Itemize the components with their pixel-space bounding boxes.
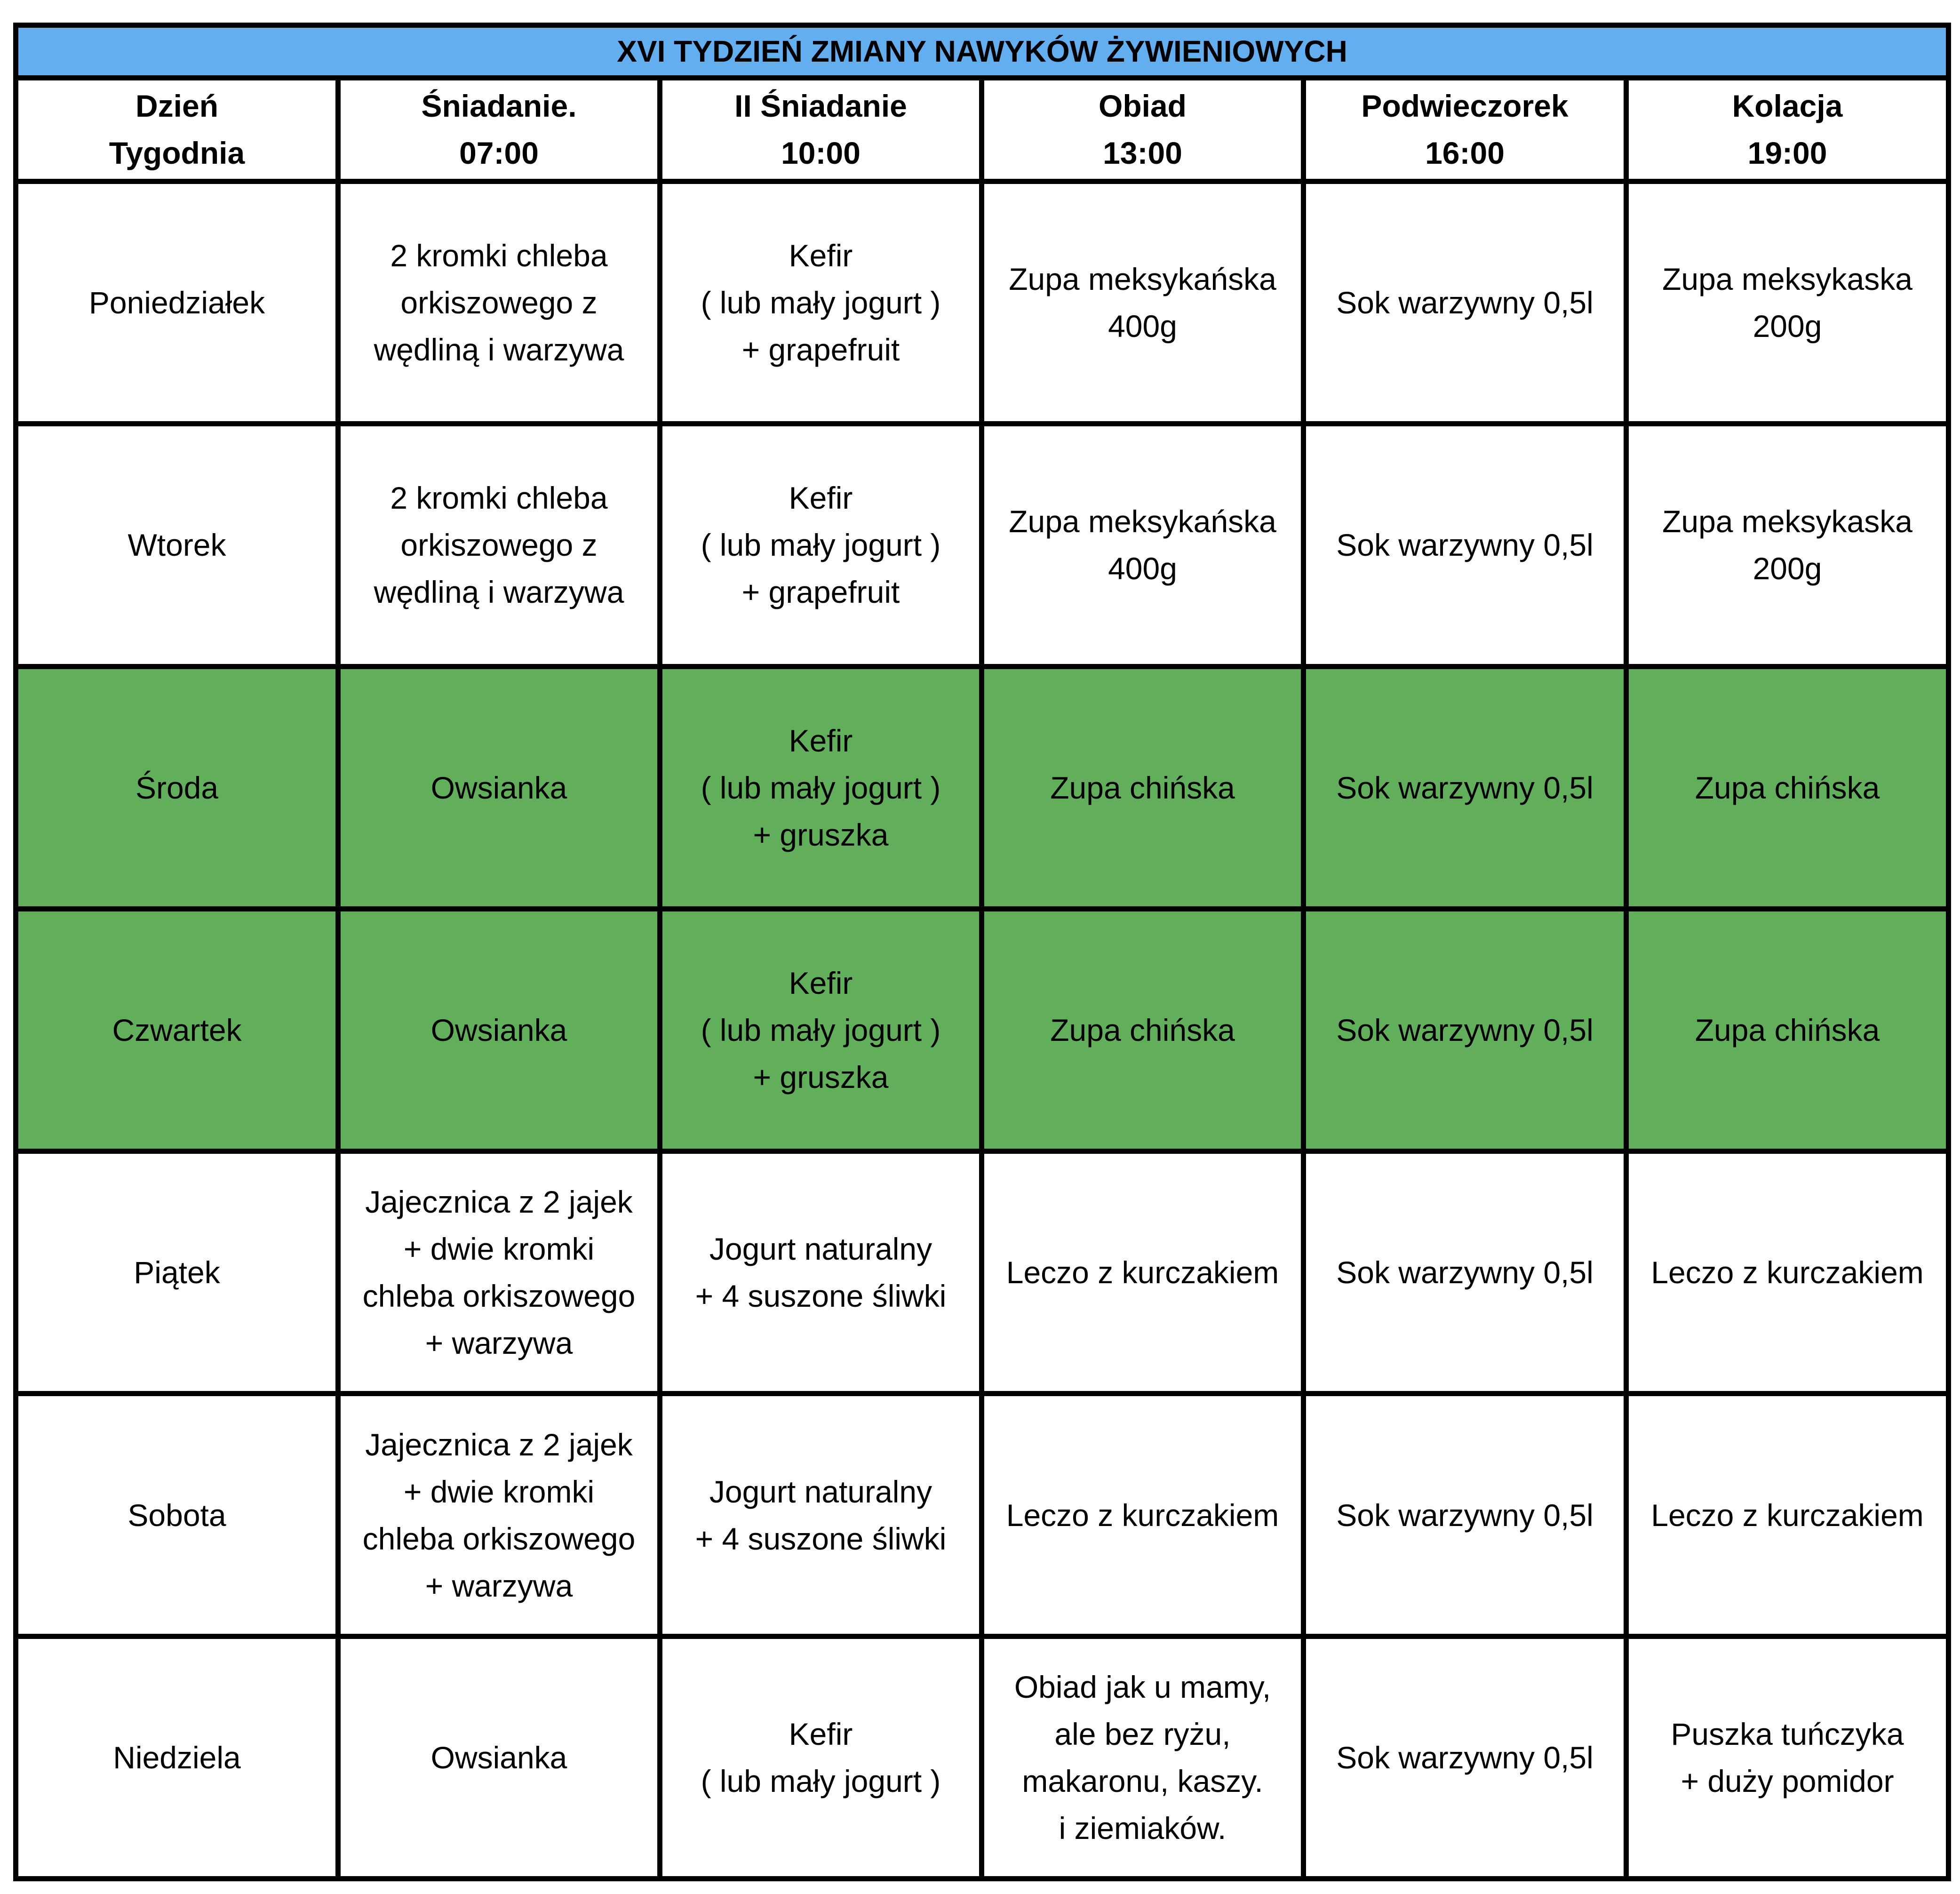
cell-line: Obiad jak u mamy, <box>1014 1669 1271 1704</box>
header-line: Śniadanie. <box>421 88 577 124</box>
cell-line: + gruszka <box>753 1059 889 1095</box>
meal-cell-breakfast <box>338 1151 660 1394</box>
meal-cell-lunch <box>982 909 1304 1151</box>
meal-cell-lunch <box>982 666 1304 909</box>
meal-cell-afternoon-snack <box>1304 1636 1626 1878</box>
meal-cell-lunch <box>982 1151 1304 1394</box>
cell-line: Sok warzywny 0,5l <box>1336 1255 1593 1290</box>
table-row <box>16 1394 1949 1636</box>
cell-line: 400g <box>1108 551 1177 586</box>
cell-line: ( lub mały jogurt ) <box>701 1012 941 1047</box>
meal-cell-breakfast <box>338 424 660 666</box>
day-name-cell <box>16 181 338 424</box>
cell-line: 2 kromki chleba <box>390 480 608 516</box>
cell-line: 2 kromki chleba <box>390 238 608 273</box>
cell-line: Owsianka <box>430 1740 567 1775</box>
meal-cell-dinner <box>1626 424 1949 666</box>
meal-cell-second-breakfast <box>660 1151 982 1394</box>
meal-cell-second-breakfast <box>660 181 982 424</box>
cell-line: ( lub mały jogurt ) <box>701 285 941 320</box>
column-header-breakfast <box>338 78 660 181</box>
cell-line: orkiszowego z <box>400 527 598 563</box>
cell-line: + warzywa <box>425 1568 573 1603</box>
cell-line: ( lub mały jogurt ) <box>701 770 941 805</box>
cell-line: Puszka tuńczyka <box>1671 1716 1904 1751</box>
sheet-title: XVI TYDZIEŃ ZMIANY NAWYKÓW ŻYWIENIOWYCH <box>16 25 1949 78</box>
cell-line: ( lub mały jogurt ) <box>701 1763 941 1798</box>
cell-line: wędliną i warzywa <box>374 332 624 368</box>
cell-line: Owsianka <box>430 770 567 805</box>
header-line: 07:00 <box>459 136 539 171</box>
cell-line: Niedziela <box>113 1740 241 1775</box>
cell-line: i ziemiaków. <box>1059 1810 1227 1846</box>
meal-cell-afternoon-snack <box>1304 1151 1626 1394</box>
title-row <box>16 25 1949 78</box>
table-row <box>16 666 1949 909</box>
cell-line: Piątek <box>134 1255 220 1290</box>
meal-cell-dinner <box>1626 666 1949 909</box>
cell-line: Zupa chińska <box>1050 1012 1235 1047</box>
cell-line: Zupa chińska <box>1695 1012 1880 1047</box>
column-header-afternoon-snack <box>1304 78 1626 181</box>
cell-line: Sok warzywny 0,5l <box>1336 1497 1593 1533</box>
meal-cell-lunch <box>982 1394 1304 1636</box>
header-line: Tygodnia <box>109 136 245 171</box>
cell-line: Wtorek <box>127 527 226 563</box>
meal-cell-afternoon-snack <box>1304 666 1626 909</box>
header-line: 13:00 <box>1103 136 1182 171</box>
cell-line: + dwie kromki <box>403 1474 595 1509</box>
cell-line: Sok warzywny 0,5l <box>1336 770 1593 805</box>
header-row <box>16 78 1949 181</box>
cell-line: Zupa meksykaska <box>1662 504 1912 539</box>
meal-cell-dinner <box>1626 909 1949 1151</box>
column-header-second-breakfast <box>660 78 982 181</box>
cell-line: ( lub mały jogurt ) <box>701 527 941 563</box>
meal-cell-dinner <box>1626 1151 1949 1394</box>
header-line: 16:00 <box>1425 136 1505 171</box>
meal-cell-dinner <box>1626 181 1949 424</box>
cell-line: + dwie kromki <box>403 1231 595 1267</box>
cell-line: Kefir <box>789 480 853 516</box>
meal-cell-breakfast <box>338 181 660 424</box>
cell-line: Kefir <box>789 723 853 758</box>
cell-line: Owsianka <box>430 1012 567 1047</box>
meal-cell-lunch <box>982 181 1304 424</box>
cell-line: + 4 suszone śliwki <box>695 1521 947 1556</box>
header-line: 10:00 <box>781 136 860 171</box>
meal-cell-breakfast <box>338 909 660 1151</box>
cell-line: + grapefruit <box>741 332 900 368</box>
day-name-cell <box>16 909 338 1151</box>
cell-line: ale bez ryżu, <box>1054 1716 1231 1751</box>
cell-line: orkiszowego z <box>400 285 598 320</box>
cell-line: Sobota <box>127 1497 226 1533</box>
header-line: Dzień <box>135 88 219 124</box>
header-line: Kolacja <box>1732 88 1843 124</box>
cell-line: Kefir <box>789 965 853 1000</box>
cell-line: 400g <box>1108 309 1177 344</box>
cell-line: Leczo z kurczakiem <box>1006 1497 1279 1533</box>
cell-line: Kefir <box>789 1716 853 1751</box>
table-row <box>16 424 1949 666</box>
day-name-cell <box>16 1636 338 1878</box>
meal-cell-second-breakfast <box>660 424 982 666</box>
meal-cell-second-breakfast <box>660 1394 982 1636</box>
cell-line: Zupa meksykańska <box>1009 504 1276 539</box>
meal-cell-afternoon-snack <box>1304 424 1626 666</box>
cell-line: Jogurt naturalny <box>709 1231 932 1267</box>
day-name-cell <box>16 1394 338 1636</box>
cell-line: Jajecznica z 2 jajek <box>365 1184 633 1220</box>
cell-line: wędliną i warzywa <box>374 575 624 610</box>
cell-line: makaronu, kaszy. <box>1022 1763 1263 1798</box>
cell-line: Kefir <box>789 238 853 273</box>
cell-line: Leczo z kurczakiem <box>1651 1255 1924 1290</box>
column-header-day <box>16 78 338 181</box>
cell-line: + grapefruit <box>741 575 900 610</box>
cell-line: 200g <box>1753 309 1822 344</box>
table-row <box>16 181 1949 424</box>
meal-cell-lunch <box>982 1636 1304 1878</box>
cell-line: + warzywa <box>425 1326 573 1361</box>
cell-line: 200g <box>1753 551 1822 586</box>
meal-cell-afternoon-snack <box>1304 1394 1626 1636</box>
table-row <box>16 1636 1949 1878</box>
cell-line: Leczo z kurczakiem <box>1006 1255 1279 1290</box>
day-name-cell <box>16 424 338 666</box>
header-line: Obiad <box>1098 88 1187 124</box>
cell-line: Poniedziałek <box>88 285 265 320</box>
cell-line: Sok warzywny 0,5l <box>1336 1012 1593 1047</box>
meal-cell-second-breakfast <box>660 909 982 1151</box>
cell-line: + gruszka <box>753 817 889 852</box>
meal-plan-body <box>16 25 1949 1879</box>
cell-line: Sok warzywny 0,5l <box>1336 527 1593 563</box>
cell-line: chleba orkiszowego <box>362 1279 636 1314</box>
meal-cell-dinner <box>1626 1394 1949 1636</box>
cell-line: Sok warzywny 0,5l <box>1336 1740 1593 1775</box>
meal-cell-afternoon-snack <box>1304 909 1626 1151</box>
column-header-lunch <box>982 78 1304 181</box>
table-row <box>16 909 1949 1151</box>
meal-cell-dinner <box>1626 1636 1949 1878</box>
cell-line: Środa <box>135 770 219 805</box>
meal-cell-breakfast <box>338 1394 660 1636</box>
meal-cell-lunch <box>982 424 1304 666</box>
cell-line: chleba orkiszowego <box>362 1521 636 1556</box>
meal-cell-breakfast <box>338 1636 660 1878</box>
day-name-cell <box>16 666 338 909</box>
cell-line: Zupa meksykaska <box>1662 262 1912 297</box>
cell-line: Jajecznica z 2 jajek <box>365 1427 633 1462</box>
meal-cell-breakfast <box>338 666 660 909</box>
cell-line: Jogurt naturalny <box>709 1474 932 1509</box>
column-header-dinner <box>1626 78 1949 181</box>
cell-line: + 4 suszone śliwki <box>695 1279 947 1314</box>
header-line: II Śniadanie <box>734 88 907 124</box>
header-line: Podwieczorek <box>1361 88 1569 124</box>
meal-cell-second-breakfast <box>660 666 982 909</box>
cell-line: Zupa chińska <box>1695 770 1880 805</box>
day-name-cell <box>16 1151 338 1394</box>
header-line: 19:00 <box>1747 136 1827 171</box>
cell-line: + duży pomidor <box>1681 1763 1894 1798</box>
cell-line: Leczo z kurczakiem <box>1651 1497 1924 1533</box>
cell-line: Zupa meksykańska <box>1009 262 1276 297</box>
cell-line: Czwartek <box>112 1012 242 1047</box>
cell-line: Zupa chińska <box>1050 770 1235 805</box>
cell-line: Sok warzywny 0,5l <box>1336 285 1593 320</box>
meal-cell-afternoon-snack <box>1304 181 1626 424</box>
meal-plan-table <box>13 23 1951 1881</box>
meal-cell-second-breakfast <box>660 1636 982 1878</box>
table-row <box>16 1151 1949 1394</box>
